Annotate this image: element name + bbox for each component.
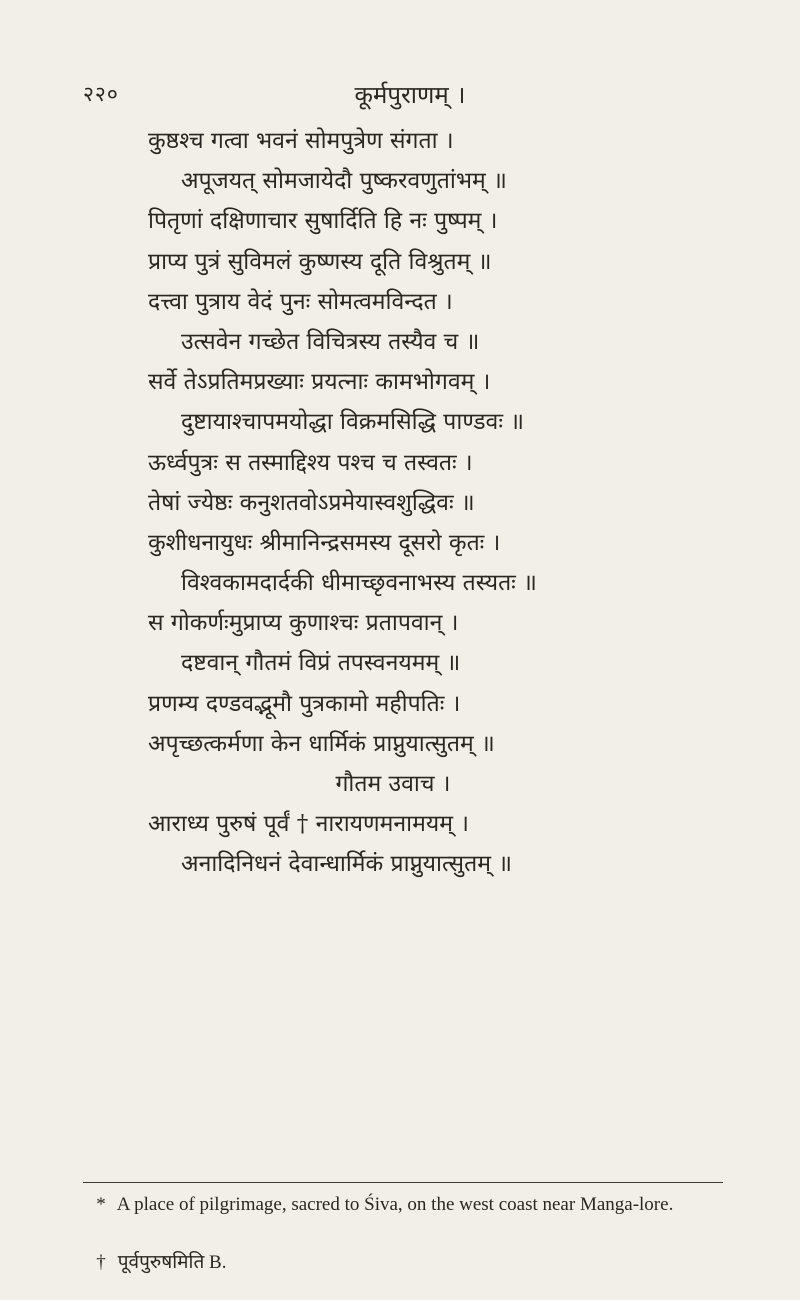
speaker-heading: गौतम उवाच । — [335, 771, 451, 797]
page-number: २२० — [83, 82, 119, 106]
verse-line: विश्वकामदार्दकी धीमाच्छृवनाभस्य तस्यतः ॥ — [181, 570, 537, 597]
footnote — [83, 1249, 723, 1277]
verse-line: प्रणम्य दण्डवद्भूमौ पुत्रकामो महीपतिः । — [148, 690, 461, 717]
verse-line: स गोकर्णःमुप्राप्य कुणाश्चः प्रतापवान् । — [148, 610, 459, 637]
verse-line: अपूजयत् सोमजायेदौ पुष्करवणुतांभम् ॥ — [181, 168, 507, 195]
verse-line: आराध्य पुरुषं पूर्वं † नारायणमनामयम् । — [148, 811, 469, 838]
verse-line: दत्त्वा पुत्राय वेदं पुनः सोमत्वमविन्दत । — [148, 288, 453, 315]
verse-line: अपृच्छत्कर्मणा केन धार्मिकं प्राप्नुयात्सुतम् ॥ — [148, 730, 495, 757]
verse-line: सर्वे तेऽप्रतिमप्रख्याः प्रयत्नाः कामभोगवम् । — [148, 369, 491, 396]
verse-line: कुशीधनायुधः श्रीमानिन्द्रसमस्य दूसरो कृतः । — [148, 529, 501, 556]
running-title: कूर्मपुराणम् । — [354, 81, 466, 109]
verse-line: दुष्टायाश्चापमयोद्धा विक्रमसिद्धि पाण्डवः ॥ — [181, 409, 525, 436]
footnote-text: A place of pilgrimage, sacred to Śiva, on the west coast near Manga-lore. — [116, 1194, 674, 1215]
verse-line: दष्टवान् गौतमं विप्रं तपस्वनयमम् ॥ — [181, 650, 461, 677]
verse-line: प्राप्य पुत्रं सुविमलं कुष्णस्य दूति विश्रुतम् ॥ — [148, 248, 492, 275]
verse-line: तेषां ज्येष्ठः कनुशतवोऽप्रमेयास्वशुद्धिवः ॥ — [148, 489, 475, 516]
verse-line: कुष्ठश्च गत्वा भवनं सोमपुत्रेण संगता । — [148, 128, 454, 154]
footnote-rule — [83, 1182, 723, 1183]
verse-line: उत्सवेन गच्छेत विचित्रस्य तस्यैव च ॥ — [181, 328, 480, 355]
footnote — [83, 1191, 723, 1219]
verse-line: ऊर्ध्वपुत्रः स तस्माद्दिश्य पश्च च तस्वतः । — [148, 449, 473, 476]
verse-line: अनादिनिधनं देवान्धार्मिकं प्राप्नुयात्सुतम् ॥ — [181, 851, 513, 878]
verse-line: पितृणां दक्षिणाचार सुषार्दिति हि नः पुष्पम् । — [148, 208, 498, 235]
footnote-mark: * — [96, 1194, 106, 1215]
verse-block — [148, 121, 638, 885]
footnote-text: पूर्वपुरुषमिति B. — [117, 1252, 227, 1273]
footnote-mark: † — [96, 1252, 106, 1273]
